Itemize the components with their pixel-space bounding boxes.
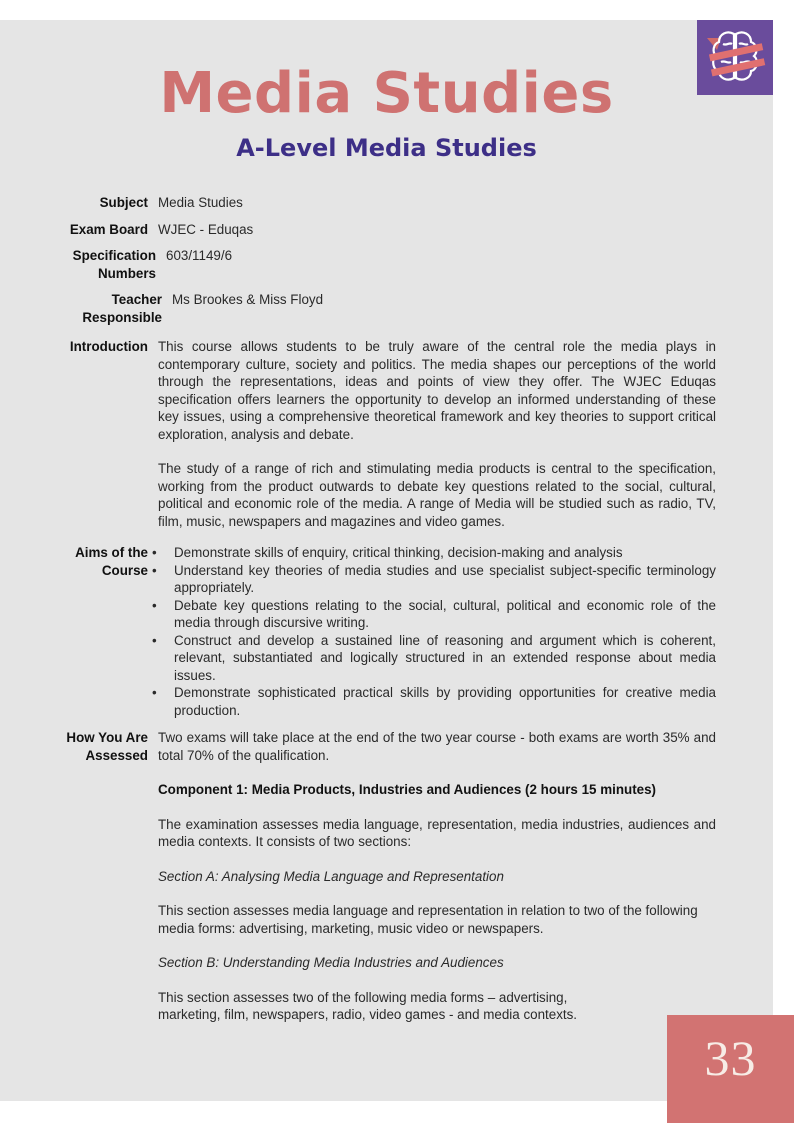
- detail-row-teacher: [40, 291, 716, 326]
- detail-label: Subject: [99, 195, 148, 210]
- aims-list: [150, 544, 716, 719]
- page-number-box: [667, 1015, 794, 1123]
- detail-value: Ms Brookes & Miss Floyd: [172, 292, 324, 307]
- detail-label: Specification Numbers: [72, 248, 156, 281]
- aims-section: [40, 544, 716, 719]
- section-label: Aims of the Course: [75, 545, 148, 578]
- page-number: 33: [704, 1030, 757, 1086]
- section-a-title: Section A: Analysing Media Language and Representation: [158, 868, 504, 884]
- introduction-section: [40, 338, 716, 530]
- intro-paragraph: The study of a range of rich and stimulating media products is central to the specification, working from the product outwards to debate key questions related to the social, cultural, political and economic role of the media. A range of Media will be studied such as radio, TV, film, music, newspapers and magazines and video games.: [158, 461, 716, 529]
- aim-item: • Understand key theories of media studies and use specialist subject-specific terminology appropriately.: [150, 562, 716, 597]
- detail-label: Teacher Responsible: [82, 292, 162, 325]
- section-a-description: This section assesses media language and representation in relation to two of the following media forms: advertising, marketing, music video or newspapers.: [158, 903, 698, 936]
- detail-row-exam-board: [40, 221, 716, 239]
- section-b-description: This section assesses two of the following media forms – advertising, marketing, film, newspapers, radio, video games - and media contexts.: [158, 989, 578, 1022]
- aim-item: • Debate key questions relating to the social, cultural, political and economic role of the media through discursive writing.: [150, 597, 716, 632]
- detail-value: WJEC - Eduqas: [158, 221, 254, 237]
- aim-item: • Demonstrate sophisticated practical skills by providing opportunities for creative media production.: [150, 684, 716, 719]
- aim-item: • Demonstrate skills of enquiry, critical thinking, decision-making and analysis: [150, 544, 716, 562]
- page-subtitle: A-Level Media Studies: [236, 134, 537, 162]
- assessment-intro: Two exams will take place at the end of the two year course - both exams are worth 35% and total 70% of the qualification.: [158, 730, 716, 763]
- assessment-section: [40, 729, 716, 1024]
- page-title: Media Studies: [159, 61, 614, 126]
- component-description: The examination assesses media language, representation, media industries, audiences and media contexts. It consists of two sections:: [158, 816, 716, 849]
- detail-value: Media Studies: [158, 195, 243, 210]
- section-label: Introduction: [69, 339, 148, 354]
- section-label: How You Are Assessed: [66, 730, 148, 763]
- section-b-title: Section B: Understanding Media Industries and Audiences: [158, 955, 504, 970]
- component-title: Component 1: Media Products, Industries and Audiences (2 hours 15 minutes): [158, 782, 657, 797]
- detail-label: Exam Board: [69, 221, 148, 237]
- aim-item: • Construct and develop a sustained line of reasoning and argument which is coherent, relevant, substantiated and logically structured in an extended response about media issues.: [150, 632, 716, 685]
- detail-row-subject: [40, 194, 716, 212]
- detail-row-specification: [40, 247, 716, 282]
- intro-paragraph: This course allows students to be truly aware of the central role the media plays in contemporary culture, society and politics. The media shapes our perceptions of the world through the representations, ideas and points of view they offer. The WJEC Eduqas specification offers learners the opportunity to develop an informed understanding of these key issues, using a comprehensive theoretical framework and key theories to support critical exploration, analysis and debate.: [158, 339, 716, 442]
- course-details: [40, 194, 716, 1033]
- detail-value: 603/1149/6: [166, 248, 233, 263]
